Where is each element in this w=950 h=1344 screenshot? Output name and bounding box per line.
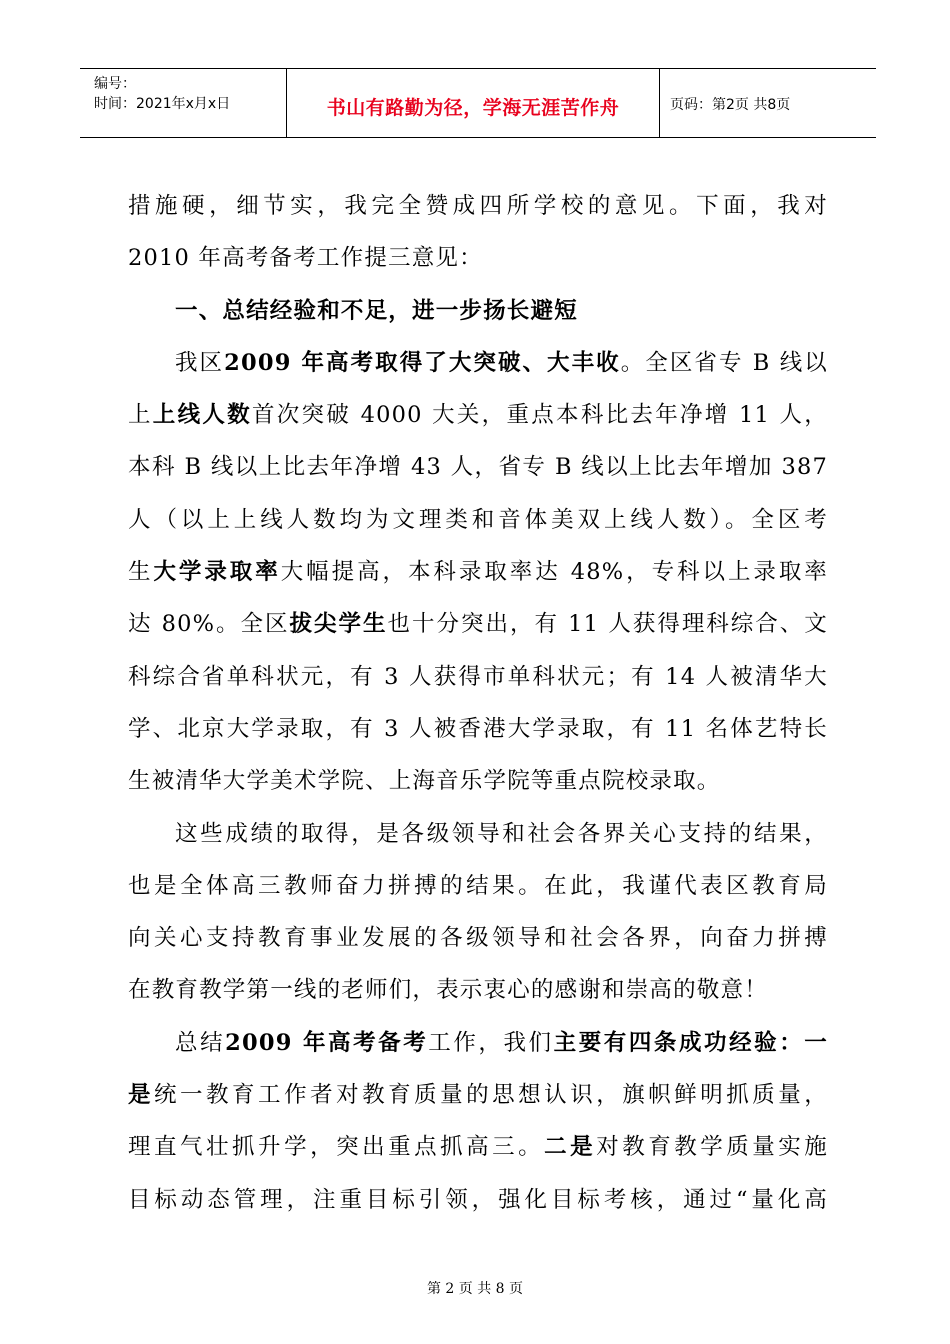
header-page-cell <box>660 69 876 137</box>
time-label: 时间：2021年x月x日 <box>94 96 231 112</box>
header-meta-cell <box>80 69 287 137</box>
text-run: 上 <box>128 402 153 429</box>
text-run: 统一教育工作者对教育质量的思想认识，旗帜鲜明抓质量， <box>154 1082 828 1109</box>
motto-text: 书山有路勤为径，学海无涯苦作舟 <box>326 97 620 119</box>
text-line: 人（以上上线人数均为文理类和音体美双上线人数）。全区考 <box>128 506 828 533</box>
text-line: 向关心支持教育事业发展的各级领导和社会各界，向奋力拼搏 <box>128 925 828 952</box>
text-run: 我区 <box>175 349 225 376</box>
paragraph-thanks <box>128 808 828 1017</box>
text-line: 这些成绩的取得，是各级领导和社会各界关心支持的结果， <box>175 820 828 847</box>
paragraph-intro <box>128 180 828 285</box>
text-line: 也是全体高三教师奋力拼搏的结果。在此，我谨代表区教育局 <box>128 872 828 899</box>
paragraph-results <box>128 337 828 808</box>
text-run: 对教育教学质量实施 <box>596 1134 828 1161</box>
paragraph-experience <box>128 1017 828 1226</box>
text-line: 学、北京大学录取，有 3 人被香港大学录取，有 11 名体艺特长 <box>128 715 828 742</box>
text-run: 达 80%。全区 <box>128 611 290 638</box>
text-line <box>128 546 828 598</box>
header-motto-cell <box>287 69 660 137</box>
bold-text-run: 二是 <box>544 1134 597 1161</box>
text-line <box>128 389 828 441</box>
text-line: 2010 年高考备考工作提三意见： <box>128 245 483 272</box>
text-line <box>128 598 828 650</box>
text-line: 科综合省单科状元，有 3 人获得市单科状元；有 14 人被清华大 <box>128 663 828 690</box>
text-line <box>128 1017 828 1069</box>
page-number-label: 页码：第2页 共8页 <box>670 97 791 113</box>
text-line: 目标动态管理，注重目标引领，强化目标考核，通过“量化高 <box>128 1186 828 1213</box>
text-run: 首次突破 4000 大关，重点本科比去年净增 11 人， <box>251 402 828 429</box>
section-heading: 一、总结经验和不足，进一步扬长避短 <box>175 297 578 324</box>
bold-text-run: 大学录取率 <box>153 559 281 586</box>
number-label: 编号： <box>94 76 136 92</box>
bold-text-run: 2009 年高考备考 <box>225 1029 429 1056</box>
text-line: 在教育教学第一线的老师们，表示衷心的感谢和崇高的敬意！ <box>128 977 768 1004</box>
text-run: 理直气壮抓升学，突出重点抓高三。 <box>128 1134 545 1161</box>
page-header <box>80 68 876 138</box>
bold-text-run: 拔尖学生 <box>289 611 388 638</box>
text-run: 生 <box>128 559 154 586</box>
text-line <box>128 337 828 389</box>
text-run: 工作，我们 <box>428 1029 554 1056</box>
bold-text-run: 是 <box>128 1082 155 1109</box>
text-line: 生被清华大学美术学院、上海音乐学院等重点院校录取。 <box>128 768 721 795</box>
text-run: 总结 <box>175 1029 226 1056</box>
text-line: 本科 B 线以上比去年净增 43 人，省专 B 线以上比去年增加 387 <box>128 454 828 481</box>
bold-text-run: 主要有四条成功经验：一 <box>553 1029 828 1056</box>
bold-text-run: 2009 年高考取得了大突破、大丰收 <box>224 349 621 376</box>
document-body <box>128 180 828 1226</box>
text-line: 措施硬，细节实，我完全赞成四所学校的意见。下面，我对 <box>128 193 828 219</box>
text-run: 。全区省专 B 线以 <box>620 349 828 376</box>
text-line <box>128 1069 828 1121</box>
text-run: 大幅提高，本科录取率达 48%，专科以上录取率 <box>280 559 828 586</box>
page-footer: 第 2 页 共 8 页 <box>426 1281 524 1297</box>
text-line <box>128 1121 828 1173</box>
text-run: 也十分突出，有 11 人获得理科综合、文 <box>387 611 828 638</box>
bold-text-run: 上线人数 <box>152 402 252 429</box>
